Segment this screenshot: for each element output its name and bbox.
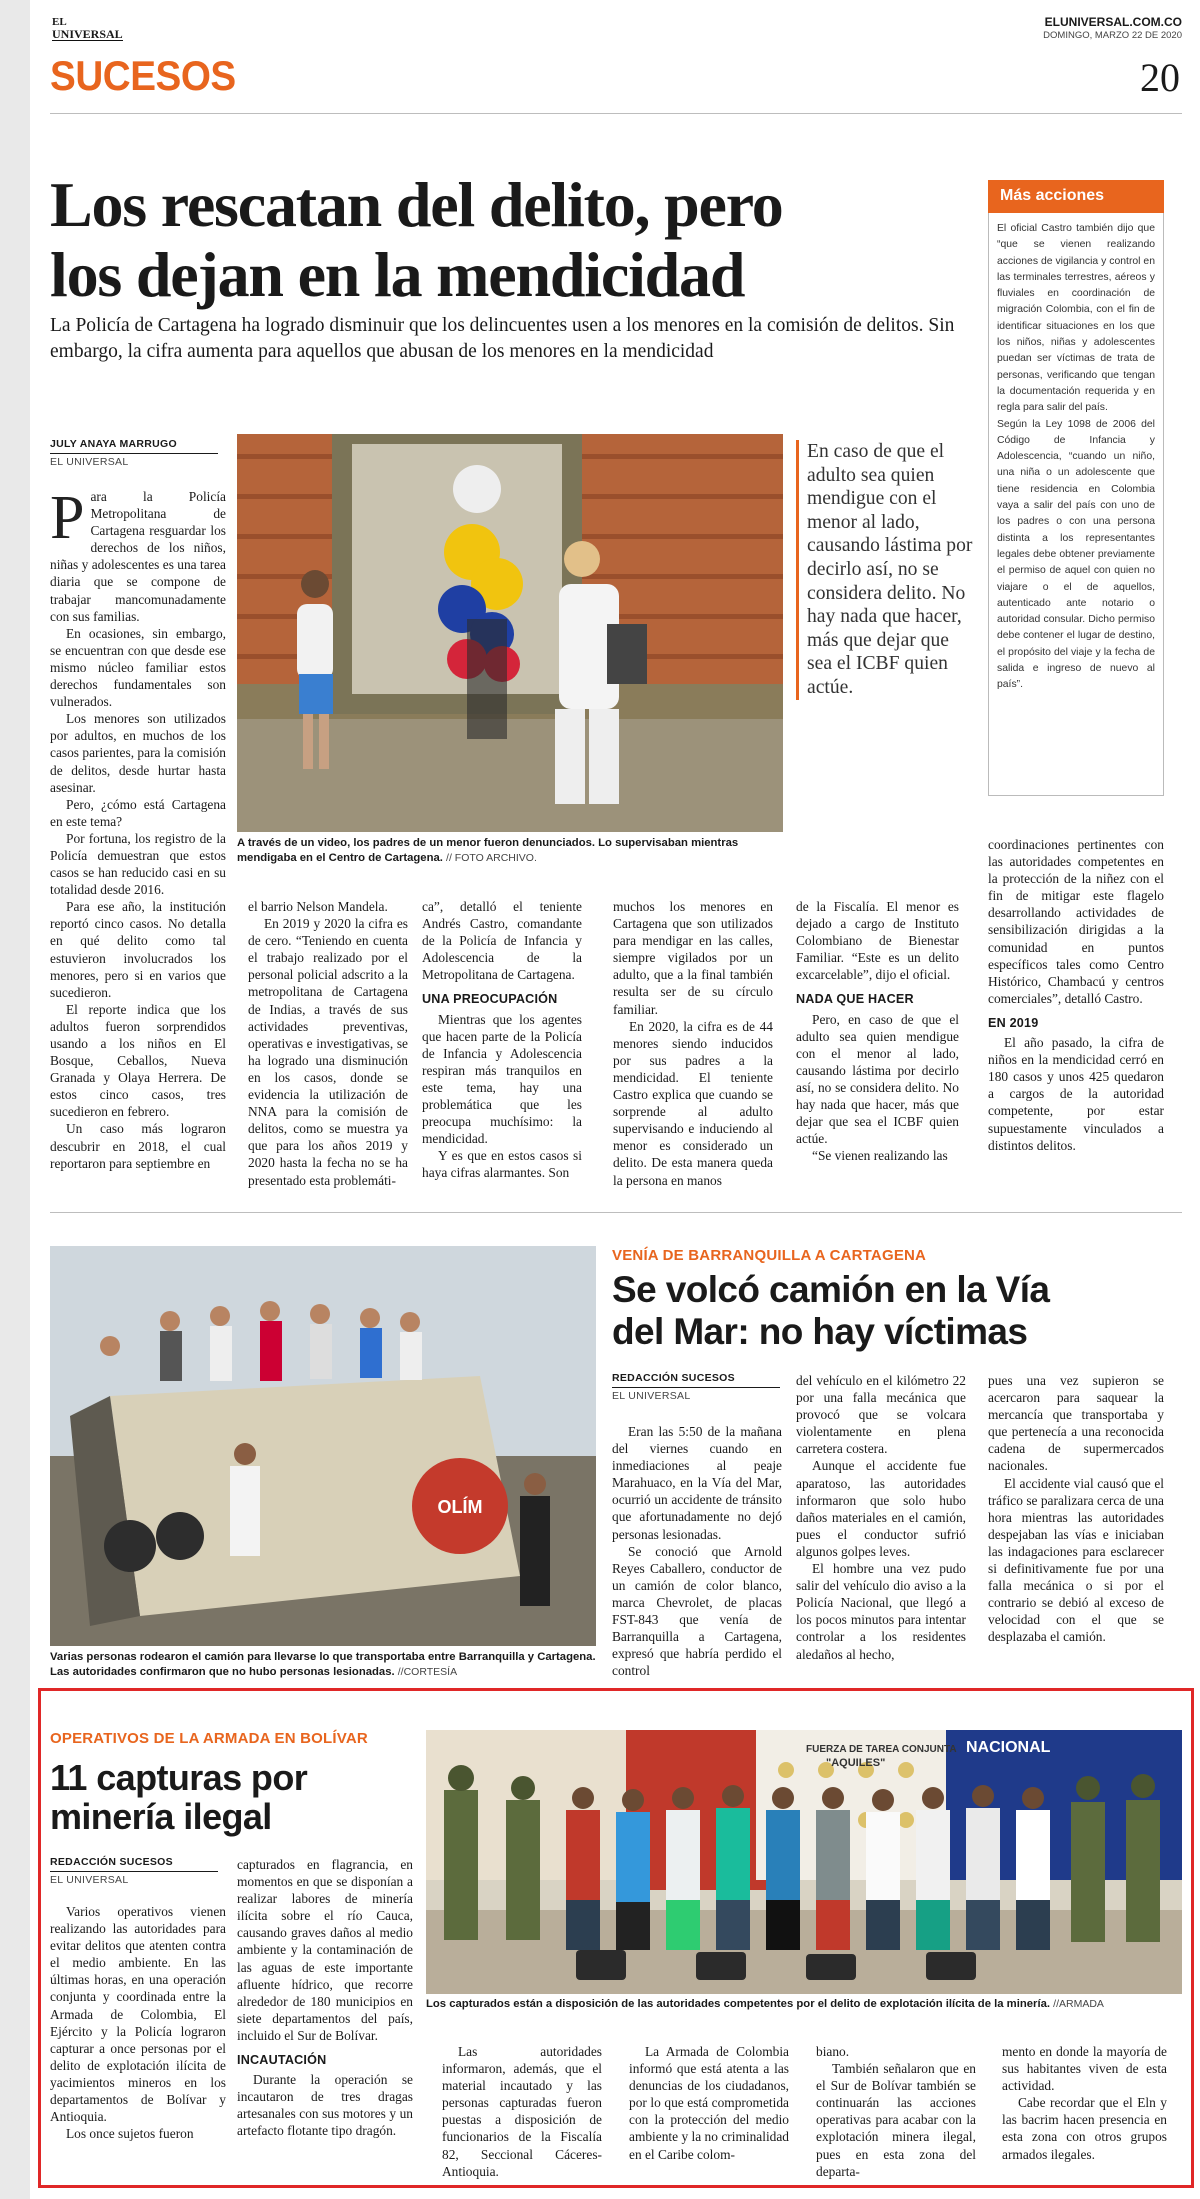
story2-photo-credit: //CORTESÍA	[397, 1666, 458, 1678]
story3-col1-p: Varios operativos vienen realizando las autoridades para evitar delitos que atenten contra el medio ambiente. En las últimas horas, en una operación conjunta y coordinada entre la Armada de Colombia, El Ejército y la Policía lograron capturar a once personas por el delito de explotación ilícita de yacimientos mineros en los departamentos de Bolívar y Antioquia.	[50, 1904, 226, 2125]
story3-col4-p: La Armada de Colombia informó que está atenta a las denuncias de los ciudadanos, por lo que está comprometida con la protección del medio ambiente y la no criminalidad en el Caribe colom-	[629, 2044, 789, 2162]
svg-text:OLÍM: OLÍM	[437, 1497, 483, 1517]
photo-sign-3: NACIONAL	[966, 1739, 1051, 1756]
story3-headline	[50, 1758, 307, 1836]
story1-col5-p: Pero, en caso de que el adulto sea quien mendigue con el menor al lado, causando lástima por decirlo así, no se considera delito. No hay nada que hacer, más que dejar que sea el ICBF quien actúe.	[796, 1011, 959, 1147]
story1-byline-name: JULY ANAYA MARRUGO	[50, 438, 177, 450]
story1-headline-line2: los dejan en la mendicidad	[50, 239, 745, 310]
story1-col3-p: Mientras que los agentes que hacen parte de la Policía de Infancia y Adolescencia respiran más tranquilos en este tema, hay una problemática que les preocupa muchísimo: la mendicidad.	[422, 1011, 582, 1147]
story1-col5-subhead: NADA QUE HACER	[796, 992, 914, 1007]
story1-col4	[613, 898, 773, 1189]
story2-col1-p: Se conoció que Arnold Reyes Caballero, conductor de un camión de color blanco, marca Chevrolet, de placas FST-843 que venía de Barranquilla a Cartagena, expresó que habría perdido el control	[612, 1543, 782, 1679]
story2-col2-p: Aunque el accidente fue aparatoso, las autoridades informaron que solo hubo daños materiales en el camión, pues el conductor sufrió algunos golpes leves.	[796, 1458, 966, 1559]
story3-col5	[816, 2043, 976, 2180]
masthead-logo	[52, 16, 123, 41]
story1-col4-p: muchos los menores en Cartagena que son utilizados para mendigar en las calles, siempre vigilados por un adulto, que a la final también resulta ser de su círculo familiar.	[613, 899, 773, 1017]
story3-col2	[237, 1856, 413, 2140]
story2-byline	[612, 1372, 780, 1402]
story2-byline-name: REDACCIÓN SUCESOS	[612, 1372, 735, 1384]
story2-kicker: VENÍA DE BARRANQUILLA A CARTAGENA	[612, 1247, 927, 1264]
story3-byline-outlet: EL UNIVERSAL	[50, 1871, 218, 1886]
story1-col1-p: ara la Policía Metropolitana de Cartagena resguardar los derechos de los niños, niñas y adolescentes es una tarea diaria que se compone de trabajar mancomunadamente con sus familias.	[50, 489, 226, 624]
story1-col2-p: el barrio Nelson Mandela.	[248, 899, 388, 914]
story1-col6-p: coordinaciones pertinentes con las autoridades competentes en la protección de la niñez con el fin de mitigar este flagelo desarrollando actividades de sensibilización dirigidas a la comunidad en puntos específicos tales como Centro Histórico, Chambacú y centros comerciales”, detalló Castro.	[988, 837, 1164, 1006]
story1-col1-p: Por fortuna, los registro de la Policía demuestran que estos casos se han reducido casi en su totalidad desde 2016.	[50, 830, 226, 898]
story3-byline-name: REDACCIÓN SUCESOS	[50, 1856, 173, 1868]
story2-photo	[50, 1246, 596, 1646]
photo-sign-2: "AQUILES"	[826, 1757, 886, 1769]
story1-byline-outlet: EL UNIVERSAL	[50, 453, 218, 468]
story3-photo-caption	[426, 1997, 1182, 2012]
story1-col2-p: En 2019 y 2020 la cifra es de cero. “Teniendo en cuenta el trabajo realizado por el personal policial adscrito a la metropolitana de Cartagena de Indias, a través de sus actividades preventivas, operativas e investigativas, se ha logrado una disminución en los casos, donde se evidencia la utilización de NNA para la comisión de delitos, como se muestra ya que para los años 2019 y 2020 hasta la fecha no se ha presentado esta problemáti-	[248, 916, 408, 1188]
story3-col3	[442, 2043, 602, 2180]
story3-col5-p: También señalaron que en el Sur de Bolívar también se continuarán las acciones operativas para acabar con la explotación minera ilegal, pues en esta zona del departa-	[816, 2061, 976, 2179]
story2-headline-line1: Se volcó camión en la Vía	[612, 1269, 1050, 1310]
story1-sidebar	[988, 180, 1164, 796]
story2-col3	[988, 1372, 1164, 1646]
story1-col3	[422, 898, 582, 1182]
story1-col5-p: “Se vienen realizando las	[812, 1148, 948, 1164]
photo-sign-1: FUERZA DE TAREA CONJUNTA	[806, 1744, 957, 1755]
sidebar-p2: Según la Ley 1098 de 2006 del Código de Infancia y Adolescencia, “cuando un niño, una niña o un adolescente que tiene residencia en Colombia vaya a salir del país con uno de los padres o con una persona distinta a los representantes legales debe obtener previamente el permiso de aquel con quien no viajare o el de aquellos, autenticado ante notario o autoridad consular. Dicho permiso debe contener el lugar de destino, el propósito del viaje y la fecha de salida e ingreso de nuevo al país”.	[997, 418, 1155, 691]
newspaper-page	[30, 0, 1200, 2199]
story2-col1	[612, 1423, 782, 1679]
drop-cap: P	[50, 484, 85, 552]
masthead-logo-line2: UNIVERSAL	[52, 27, 123, 41]
story1-col1-p: Los menores son utilizados por adultos, en muchos de los casos parientes, para la comisión de delitos, desde hurtar hasta asesinar.	[50, 711, 226, 795]
sidebar-p1: El oficial Castro también dijo que “que se vienen realizando acciones de vigilancia y control en las terminales terrestres, aéreos y fluviales en coordinación de migración Colombia, con el fin de identificar situaciones en los que los niños, niñas y adolescentes puedan ser víctimas de trata de personas, verificando que tengan la documentación requerida y en regla para salir del país.	[997, 223, 1155, 414]
story2-col3-p: El accidente vial causó que el tráfico se paralizara cerca de una hora mientras las autoridades despejaban las vías e iniciaban las indagaciones para esclarecer si definitivamente fue por una falla mecánica o si por el contrario se debió al exceso de velocidad con el que se desplazaba el camión.	[988, 1475, 1164, 1645]
story1-col1-p: Pero, ¿cómo está Cartagena en este tema?	[50, 796, 226, 829]
story2-photo-illustration	[50, 1246, 596, 1646]
story1-col4-p: En 2020, la cifra es de 44 menores siendo inducidos por sus padres a la mendicidad. El teniente Castro explica que cuando se sorprende al adulto supervisando e induciendo al menor es considerado un delito. De esta manera queda la persona en manos	[613, 1018, 773, 1188]
story3-kicker: OPERATIVOS DE LA ARMADA EN BOLÍVAR	[50, 1730, 368, 1747]
story3-col6	[1002, 2043, 1167, 2163]
sidebar-title: Más acciones	[988, 180, 1164, 213]
story1-photo-caption	[237, 836, 783, 866]
story1-col1-p: En ocasiones, sin embargo, se encuentran con que desde ese mismo núcleo familiar estos derechos fundamentales son vulnerados.	[50, 625, 226, 710]
story3-col6-p: mento en donde la mayoría de sus habitantes viven de esta actividad.	[1002, 2044, 1167, 2094]
story2-headline-line2: del Mar: no hay víctimas	[612, 1311, 1028, 1352]
story3-photo-illustration	[426, 1730, 1182, 1994]
story1-col3-subhead: UNA PREOCUPACIÓN	[422, 992, 558, 1007]
story2-photo-caption	[50, 1650, 596, 1680]
section-title: SUCESOS	[50, 52, 236, 99]
story1-col5-p: de la Fiscalía. El menor es dejado a cargo de Instituto Colombiano de Bienestar Familiar. “Este es un delito excarcelable”, dijo el oficial.	[796, 899, 959, 983]
story3-col2-p: capturados en flagrancia, en momentos en que se disponían a realizar labores de minería ilícita sobre el río Cauca, causando graves daños al medio ambiente y la contaminación de las aguas de este importante afluente hídrico, que recorre alrededor de 180 municipios en siete departamentos del país, incluido el Sur de Bolívar.	[237, 1857, 413, 2043]
story-divider	[50, 1212, 1182, 1213]
story3-col1-p: Los once sujetos fueron	[66, 2126, 194, 2142]
story1-col3-p: ca”, detalló el teniente Andrés Castro, comandante de la Policía de Infancia y Adolescencia de la Metropolitana de Cartagena.	[422, 899, 582, 983]
story1-byline	[50, 438, 218, 468]
story2-col2-p: El hombre una vez pudo salir del vehículo dio aviso a la Policía Nacional, que llegó a los pocos minutos para intentar controlar a los residentes aledaños al hecho,	[796, 1561, 966, 1662]
story1-col6-p: El año pasado, la cifra de niños en la mendicidad cerró en 180 casos y unos 425 quedaron a cargos de la autoridad competente, por estar supuestamente vinculados a distintos delitos.	[988, 1035, 1164, 1153]
story3-col5-p: biano.	[816, 2044, 850, 2059]
story3-col4	[629, 2043, 789, 2163]
site-url: ELUNIVERSAL.COM.CO	[1044, 15, 1182, 29]
story1-col6	[988, 836, 1164, 1154]
story2-col1-p: Eran las 5:50 de la mañana del viernes cuando en inmediaciones al peaje Marahuaco, en la Vía del Mar, ocurrió un accidente de tránsito que afortunadamente no dejó personas lesionadas.	[612, 1424, 782, 1542]
story1-pull-quote: En caso de que el adulto sea quien mendigue con el menor al lado, causando lástima por decirlo así, no se considera delito. No hay nada que hacer, más que dejar que sea el ICBF quien actúe.	[796, 440, 974, 700]
story1-caption-text: A través de un video, los padres de un menor fueron denunciados. Lo supervisaban mientras mendigaba en el Centro de Cartagena.	[237, 837, 739, 864]
story2-caption-text: Varias personas rodearon el camión para llevarse lo que transportaba entre Barranquilla y Cartagena. Las autoridades confirmaron que no hubo personas lesionadas.	[50, 1651, 596, 1678]
story2-col3-p: pues una vez supieron se acercaron para saquear la mercancía que transportaba y que pertenecía a una reconocida cadena de supermercados nacionales.	[988, 1373, 1164, 1474]
header-rule	[50, 113, 1182, 114]
story1-headline-line1: Los rescatan del delito, pero	[50, 169, 783, 240]
story2-col2	[796, 1372, 966, 1663]
issue-date: DOMINGO, MARZO 22 DE 2020	[1043, 30, 1182, 41]
story1-col3-p: Y es que en estos casos si haya cifras alarmantes. Son	[422, 1148, 582, 1181]
masthead-logo-line1: EL	[52, 16, 67, 28]
story1-col1-p: Para ese año, la institución reportó cinco casos. No detalla en qué delito como tal estuvieron involucrados los menores, pero si en varios que sucedieron.	[50, 899, 226, 1000]
story3-col1	[50, 1903, 226, 2142]
story1-photo-credit: // FOTO ARCHIVO.	[446, 852, 537, 864]
story3-byline	[50, 1856, 218, 1886]
story1-col2	[248, 898, 408, 1189]
page-number: 20	[1140, 55, 1180, 100]
story1-deck: La Policía de Cartagena ha logrado disminuir que los delincuentes usen a los menores en la comisión de delitos. Sin embargo, la cifra aumenta para aquellos que abusan de los menores en la mendicidad	[50, 315, 955, 362]
sidebar-body	[989, 213, 1163, 702]
story2-byline-outlet: EL UNIVERSAL	[612, 1387, 780, 1402]
story3-col2-p: Durante la operación se incautaron de tres dragas artesanales con sus motores y un artefacto flotante tipo dragón.	[237, 2072, 413, 2139]
story3-photo	[426, 1730, 1182, 1994]
story3-col2-subhead: INCAUTACIÓN	[237, 2053, 327, 2068]
story3-photo-credit: //ARMADA	[1053, 1998, 1104, 2010]
story1-col1-p: Un caso más lograron descubrir en 2018, el cual reportaron para septiembre en	[50, 1121, 226, 1171]
story3-col6-p: Cabe recordar que el Eln y las bacrim hacen presencia en esta zona con otros grupos armados ilegales.	[1002, 2095, 1167, 2162]
story3-headline-line2: minería ilegal	[50, 1796, 272, 1837]
story3-col3-p: Las autoridades informaron, además, que el material incautado y las personas capturadas fueron puestas a disposición de funcionarios de la Fiscalía 82, Seccional Cáceres-Antioquia.	[442, 2044, 602, 2179]
story2-col2-p: del vehículo en el kilómetro 22 por una falla mecánica que provocó que se volcara violentamente en plena carretera costera.	[796, 1373, 966, 1457]
story1-col1-p: El reporte indica que los adultos fueron sorprendidos usando a los niños en El Bosque, Ceballos, Nueva Granada y Olaya Herrera. De estos cinco casos, tres sucedieron en febrero.	[50, 1001, 226, 1120]
story1-col5	[796, 898, 959, 1164]
story1-col1	[50, 484, 226, 1176]
story3-headline-line1: 11 capturas por	[50, 1757, 308, 1798]
story2-headline	[612, 1269, 1049, 1353]
story3-caption-text: Los capturados están a disposición de las autoridades competentes por el delito de explotación ilícita de la minería.	[426, 1998, 1051, 2010]
story1-photo-illustration	[237, 434, 783, 832]
story1-col6-subhead: EN 2019	[988, 1015, 1039, 1030]
story1-photo	[237, 434, 783, 832]
story1-headline	[50, 170, 783, 310]
